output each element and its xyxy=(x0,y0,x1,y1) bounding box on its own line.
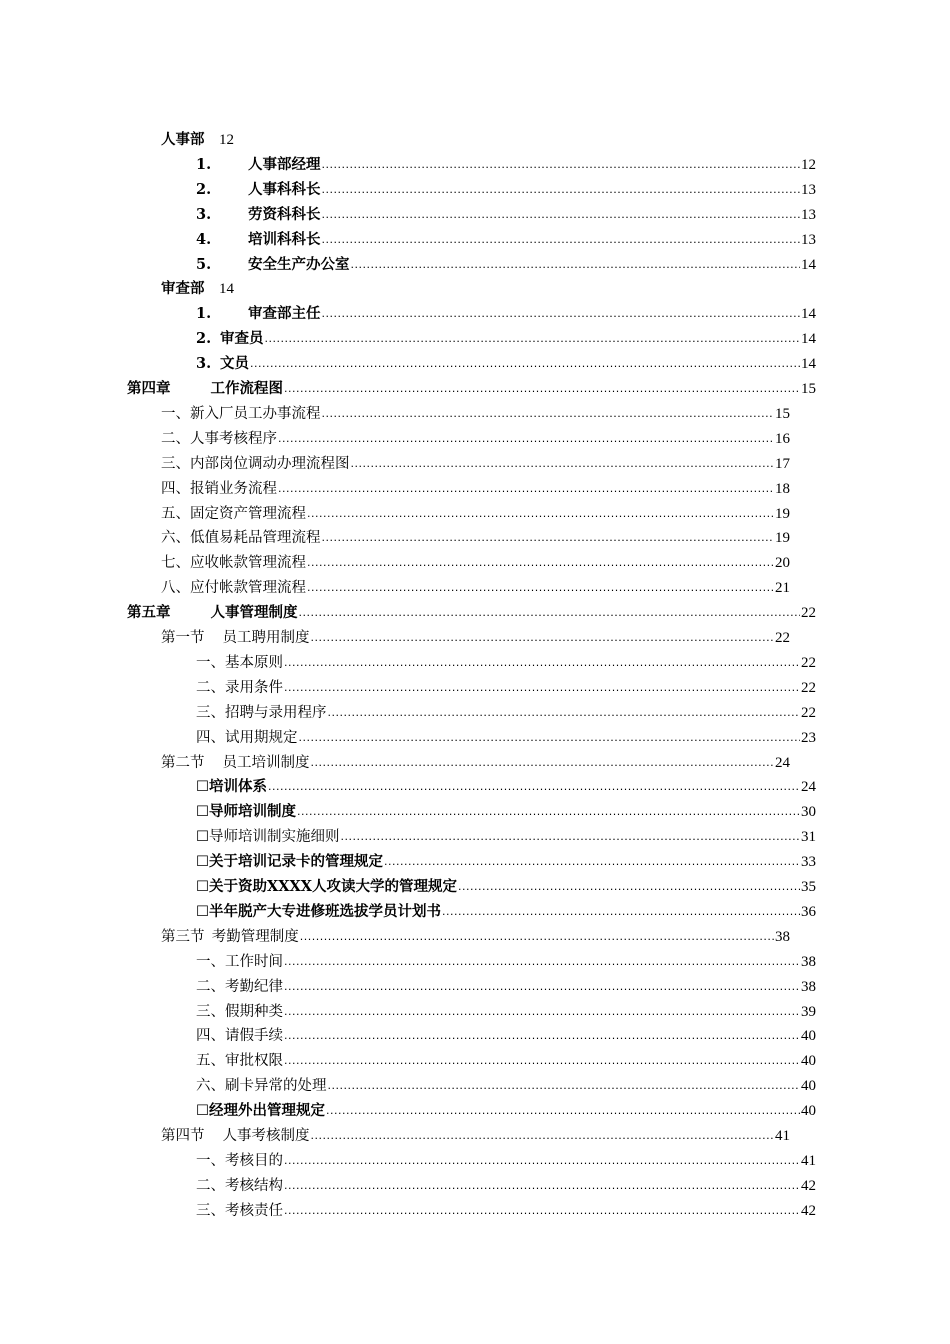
section-number: 第四节 xyxy=(161,1128,205,1144)
section-title: 员工聘用制度 xyxy=(222,630,310,646)
page-number: 16 xyxy=(775,430,790,447)
toc-entry-label xyxy=(196,231,321,249)
toc-entry-label xyxy=(196,1102,325,1120)
toc-entry-title: 关于资助XXXX人攻读大学的管理规定 xyxy=(209,878,457,895)
toc-entry-title: 二、考核结构 xyxy=(196,1177,283,1194)
page-number: 14 xyxy=(801,356,816,373)
dot-leader xyxy=(278,430,774,448)
toc-entry-number: 4. xyxy=(196,230,212,248)
toc-entry-label xyxy=(196,654,283,672)
section-number: 第三节 xyxy=(161,928,205,945)
toc-entry-title: 人事科科长 xyxy=(248,180,321,198)
page-number: 19 xyxy=(775,505,790,522)
page-number: 40 xyxy=(801,1053,816,1070)
toc-entry-title: 导师培训制度 xyxy=(209,803,296,821)
dot-leader xyxy=(322,405,775,423)
toc-entry[interactable] xyxy=(196,1146,816,1170)
dot-leader xyxy=(284,1052,800,1070)
page-number: 13 xyxy=(801,181,816,198)
page-number: 18 xyxy=(775,480,790,497)
toc-entry-title: 安全生产办公室 xyxy=(248,255,350,273)
dot-leader xyxy=(268,778,800,796)
toc-entry-number: 3. xyxy=(196,205,212,223)
toc-entry-label xyxy=(127,380,283,398)
toc-entry[interactable] xyxy=(196,1196,816,1220)
toc-entry-title: 审查员 xyxy=(220,330,264,348)
page-number: 12 xyxy=(219,132,234,148)
toc-entry-title: 一、新入厂员工办事流程 xyxy=(161,405,321,422)
page-number: 13 xyxy=(801,206,816,223)
toc-entry-label xyxy=(196,1077,327,1095)
page-number: 24 xyxy=(775,754,790,771)
toc-entry-number: 3. xyxy=(196,355,212,373)
toc-entry[interactable] xyxy=(196,872,816,896)
dot-leader xyxy=(284,654,800,672)
page-number: 41 xyxy=(801,1152,816,1169)
toc-entry-label xyxy=(196,1177,283,1195)
toc-entry-label xyxy=(161,280,205,298)
toc-entry-title: 三、考核责任 xyxy=(196,1202,283,1219)
section-title: 考勤管理制度 xyxy=(211,928,299,945)
dot-leader xyxy=(384,853,800,871)
dot-leader xyxy=(341,828,801,846)
page-number: 35 xyxy=(801,879,816,895)
toc-entry-title: 审查部主任 xyxy=(248,305,321,323)
dot-leader xyxy=(299,604,801,622)
toc-entry-label xyxy=(196,1027,283,1045)
toc-entry[interactable] xyxy=(196,648,816,672)
toc-entry-number: 1. xyxy=(196,305,212,323)
toc-entry[interactable] xyxy=(196,997,816,1021)
toc-entry-label xyxy=(196,181,321,199)
page-number: 19 xyxy=(775,530,790,547)
toc-entry[interactable] xyxy=(196,1096,816,1120)
toc-entry-title: 人事部经理 xyxy=(248,155,321,173)
dot-leader xyxy=(328,704,801,722)
page-number: 40 xyxy=(801,1028,816,1045)
toc-entry-title: 六、低值易耗品管理流程 xyxy=(161,530,321,547)
toc-entry-title: 一、考核目的 xyxy=(196,1152,283,1169)
toc-entry-number: 2. xyxy=(196,180,212,198)
dot-leader xyxy=(322,231,801,249)
toc-entry-title: 一、工作时间 xyxy=(196,953,283,970)
toc-entry-label xyxy=(196,729,298,747)
toc-entry-title: 审查部 xyxy=(161,280,205,298)
page-number: 22 xyxy=(801,605,816,622)
page-number: 14 xyxy=(219,281,234,298)
toc-entry-label xyxy=(161,430,277,448)
toc-entry-title: 导师培训制实施细则 xyxy=(209,829,340,846)
toc-entry-label xyxy=(161,405,321,423)
toc-entry[interactable] xyxy=(161,424,790,448)
toc-entry-title: 一、基本原则 xyxy=(196,654,283,671)
toc-entry-title: 关于培训记录卡的管理规定 xyxy=(209,853,383,871)
dot-leader xyxy=(284,1177,800,1195)
toc-entry[interactable] xyxy=(196,698,816,722)
toc-entry-title: 四、试用期规定 xyxy=(196,729,298,746)
toc-entry[interactable] xyxy=(161,748,790,772)
toc-entry-label xyxy=(196,1003,283,1021)
toc-entry-title: 八、应付帐款管理流程 xyxy=(161,580,306,597)
checkbox-icon: ☐ xyxy=(196,1103,209,1120)
toc-entry[interactable] xyxy=(196,972,816,996)
toc-entry-label xyxy=(161,928,299,946)
chapter-number: 第四章 xyxy=(127,380,171,397)
toc-entry[interactable] xyxy=(161,623,790,647)
page-number: 17 xyxy=(775,455,790,472)
toc-entry[interactable] xyxy=(161,1121,790,1145)
page-number: 40 xyxy=(801,1103,816,1120)
checkbox-icon: ☐ xyxy=(196,829,209,846)
toc-entry[interactable] xyxy=(161,449,790,473)
toc-entry-label xyxy=(196,256,350,274)
dot-leader xyxy=(284,1003,800,1021)
toc-entry-label xyxy=(161,529,321,547)
toc-entry-title: 经理外出管理规定 xyxy=(209,1102,325,1120)
toc-entry[interactable] xyxy=(196,947,816,971)
toc-entry-label xyxy=(161,455,350,473)
page-number: 22 xyxy=(801,654,816,671)
chapter-title: 工作流程图 xyxy=(210,380,283,397)
dot-leader xyxy=(284,1027,800,1045)
toc-entry-title: 人事部 xyxy=(161,131,205,148)
page-number: 30 xyxy=(801,804,816,821)
toc-entry[interactable] xyxy=(196,175,816,199)
toc-entry[interactable] xyxy=(196,772,816,796)
toc-entry-title: 文员 xyxy=(220,355,249,373)
toc-entry[interactable] xyxy=(196,349,816,373)
toc-entry[interactable] xyxy=(196,299,816,323)
dot-leader xyxy=(307,554,774,572)
toc-entry-title: 四、请假手续 xyxy=(196,1028,283,1045)
checkbox-icon: ☐ xyxy=(196,804,209,821)
page-number: 14 xyxy=(801,256,816,273)
page-number: 42 xyxy=(801,1202,816,1219)
checkbox-icon: ☐ xyxy=(196,854,209,871)
page-number: 20 xyxy=(775,555,790,572)
page-number: 21 xyxy=(775,580,790,597)
page-number: 14 xyxy=(801,331,816,348)
toc-entry[interactable] xyxy=(196,1021,816,1045)
page-number: 42 xyxy=(801,1177,816,1194)
toc-entry-title: 二、人事考核程序 xyxy=(161,430,277,447)
dot-leader xyxy=(299,729,801,747)
dot-leader xyxy=(328,1077,801,1095)
toc-entry-title: 半年脱产大专进修班选拔学员计划书 xyxy=(209,902,441,920)
toc-entry[interactable] xyxy=(196,822,816,846)
toc-entry-label xyxy=(161,505,306,523)
toc-entry-label xyxy=(196,778,267,796)
toc-entry[interactable] xyxy=(196,673,816,697)
toc-entry-label xyxy=(161,754,310,772)
toc-entry-number: 5. xyxy=(196,255,212,273)
chapter-number: 第五章 xyxy=(127,604,171,622)
page-number: 22 xyxy=(775,630,790,646)
chapter-title: 人事管理制度 xyxy=(210,604,298,622)
checkbox-icon: ☐ xyxy=(196,879,209,895)
dot-leader xyxy=(322,181,801,199)
toc-entry-title: 三、内部岗位调动办理流程图 xyxy=(161,455,350,472)
page-number: 23 xyxy=(801,729,816,746)
dot-leader xyxy=(442,903,800,921)
section-number: 第二节 xyxy=(161,754,205,771)
dot-leader xyxy=(284,978,800,996)
checkbox-icon: ☐ xyxy=(196,903,209,920)
page-number: 22 xyxy=(801,704,816,721)
toc-entry[interactable] xyxy=(196,1171,816,1195)
toc-entry[interactable] xyxy=(127,374,816,398)
toc-entry[interactable] xyxy=(196,225,816,249)
checkbox-icon: ☐ xyxy=(196,779,209,796)
page-number: 40 xyxy=(801,1078,816,1095)
toc-entry[interactable] xyxy=(196,847,816,871)
toc-entry[interactable] xyxy=(196,897,816,921)
toc-entry[interactable] xyxy=(196,324,816,348)
toc-entry-label xyxy=(161,579,306,597)
toc-entry[interactable] xyxy=(161,125,234,149)
toc-entry[interactable] xyxy=(161,523,790,547)
dot-leader xyxy=(458,878,800,896)
toc-entry[interactable] xyxy=(196,723,816,747)
toc-entry[interactable] xyxy=(196,797,816,821)
toc-entry-label xyxy=(196,1202,283,1220)
dot-leader xyxy=(322,206,801,224)
toc-entry-title: 三、招聘与录用程序 xyxy=(196,704,327,721)
toc-entry-title: 四、报销业务流程 xyxy=(161,480,277,497)
toc-entry-label xyxy=(196,828,340,846)
toc-entry-label xyxy=(196,853,383,871)
toc-entry-label xyxy=(196,1152,283,1170)
toc-entry-label xyxy=(161,480,277,498)
dot-leader xyxy=(322,156,801,174)
dot-leader xyxy=(284,953,800,971)
toc-entry[interactable] xyxy=(196,250,816,274)
page-number: 12 xyxy=(801,156,816,173)
toc-entry-title: 三、假期种类 xyxy=(196,1003,283,1020)
toc-entry-label xyxy=(196,1052,283,1070)
page-number: 14 xyxy=(801,306,816,323)
page-number: 38 xyxy=(801,978,816,995)
toc-entry-label xyxy=(196,679,283,697)
page-number: 41 xyxy=(775,1128,790,1144)
toc-entry-title: 二、考勤纪律 xyxy=(196,978,283,995)
section-number: 第一节 xyxy=(161,630,205,646)
toc-entry-label xyxy=(196,978,283,996)
toc-entry-label xyxy=(196,903,441,921)
dot-leader xyxy=(311,629,775,647)
toc-entry-title: 六、刷卡异常的处理 xyxy=(196,1078,327,1095)
toc-entry-label xyxy=(196,156,321,174)
toc-entry[interactable] xyxy=(127,598,816,622)
toc-entry-label xyxy=(161,131,205,149)
page-number: 22 xyxy=(801,679,816,696)
toc-entry-label xyxy=(127,604,298,622)
toc-entry[interactable] xyxy=(196,200,816,224)
toc-entry-label xyxy=(161,554,306,572)
dot-leader xyxy=(300,928,774,946)
dot-leader xyxy=(284,380,800,398)
toc-entry-title: 五、固定资产管理流程 xyxy=(161,505,306,522)
dot-leader xyxy=(351,256,801,274)
page-number: 24 xyxy=(801,779,816,796)
toc-entry[interactable] xyxy=(161,548,790,572)
toc-entry[interactable] xyxy=(196,1071,816,1095)
dot-leader xyxy=(322,529,775,547)
toc-entry-label xyxy=(196,878,457,896)
dot-leader xyxy=(311,754,775,772)
page-number: 38 xyxy=(775,928,790,945)
toc-entry-label xyxy=(161,629,310,647)
dot-leader xyxy=(284,1152,800,1170)
spacer xyxy=(205,929,212,945)
toc-entry[interactable] xyxy=(161,922,790,946)
toc-entry[interactable] xyxy=(196,1046,816,1070)
dot-leader xyxy=(284,679,800,697)
toc-entry-label xyxy=(196,803,296,821)
dot-leader xyxy=(284,1202,800,1220)
toc-entry-label xyxy=(196,953,283,971)
dot-leader xyxy=(326,1102,800,1120)
toc-entry-title: 培训体系 xyxy=(209,778,267,796)
page-number: 36 xyxy=(801,903,816,920)
dot-leader xyxy=(351,455,775,473)
toc-entry-label xyxy=(196,704,327,722)
toc-entry[interactable] xyxy=(161,474,790,498)
section-title: 员工培训制度 xyxy=(222,754,310,771)
page-number: 31 xyxy=(801,829,816,846)
toc-entry-title: 劳资科科长 xyxy=(248,205,321,223)
toc-entry-label xyxy=(161,1127,310,1145)
dot-leader xyxy=(311,1127,775,1145)
toc-entry[interactable] xyxy=(161,274,234,298)
toc-entry-label xyxy=(196,206,321,224)
toc-entry-number: 1. xyxy=(196,155,212,173)
dot-leader xyxy=(307,505,774,523)
toc-entry-label xyxy=(196,355,249,373)
dot-leader xyxy=(297,803,800,821)
page-number: 15 xyxy=(801,381,816,397)
spacer xyxy=(205,131,220,149)
page-number: 33 xyxy=(801,854,816,871)
toc-entry-title: 五、审批权限 xyxy=(196,1053,283,1070)
toc-entry-title: 七、应收帐款管理流程 xyxy=(161,555,306,572)
dot-leader xyxy=(322,305,801,323)
toc-entry[interactable] xyxy=(161,573,790,597)
toc-entry[interactable] xyxy=(161,499,790,523)
toc-entry-title: 二、录用条件 xyxy=(196,679,283,696)
toc-entry-title: 培训科科长 xyxy=(248,230,321,248)
toc-entry-label xyxy=(196,305,321,323)
dot-leader xyxy=(307,579,774,597)
dot-leader xyxy=(265,330,801,348)
toc-entry-label xyxy=(196,330,264,348)
page-number: 39 xyxy=(801,1003,816,1020)
toc-entry-number: 2. xyxy=(196,330,212,348)
spacer xyxy=(205,280,220,298)
section-title: 人事考核制度 xyxy=(222,1128,310,1144)
toc-entry[interactable] xyxy=(196,150,816,174)
dot-leader xyxy=(278,480,774,498)
page-number: 15 xyxy=(775,405,790,422)
page-number: 13 xyxy=(801,231,816,248)
page-number: 38 xyxy=(801,953,816,970)
toc-entry[interactable] xyxy=(161,399,790,423)
dot-leader xyxy=(250,355,800,373)
